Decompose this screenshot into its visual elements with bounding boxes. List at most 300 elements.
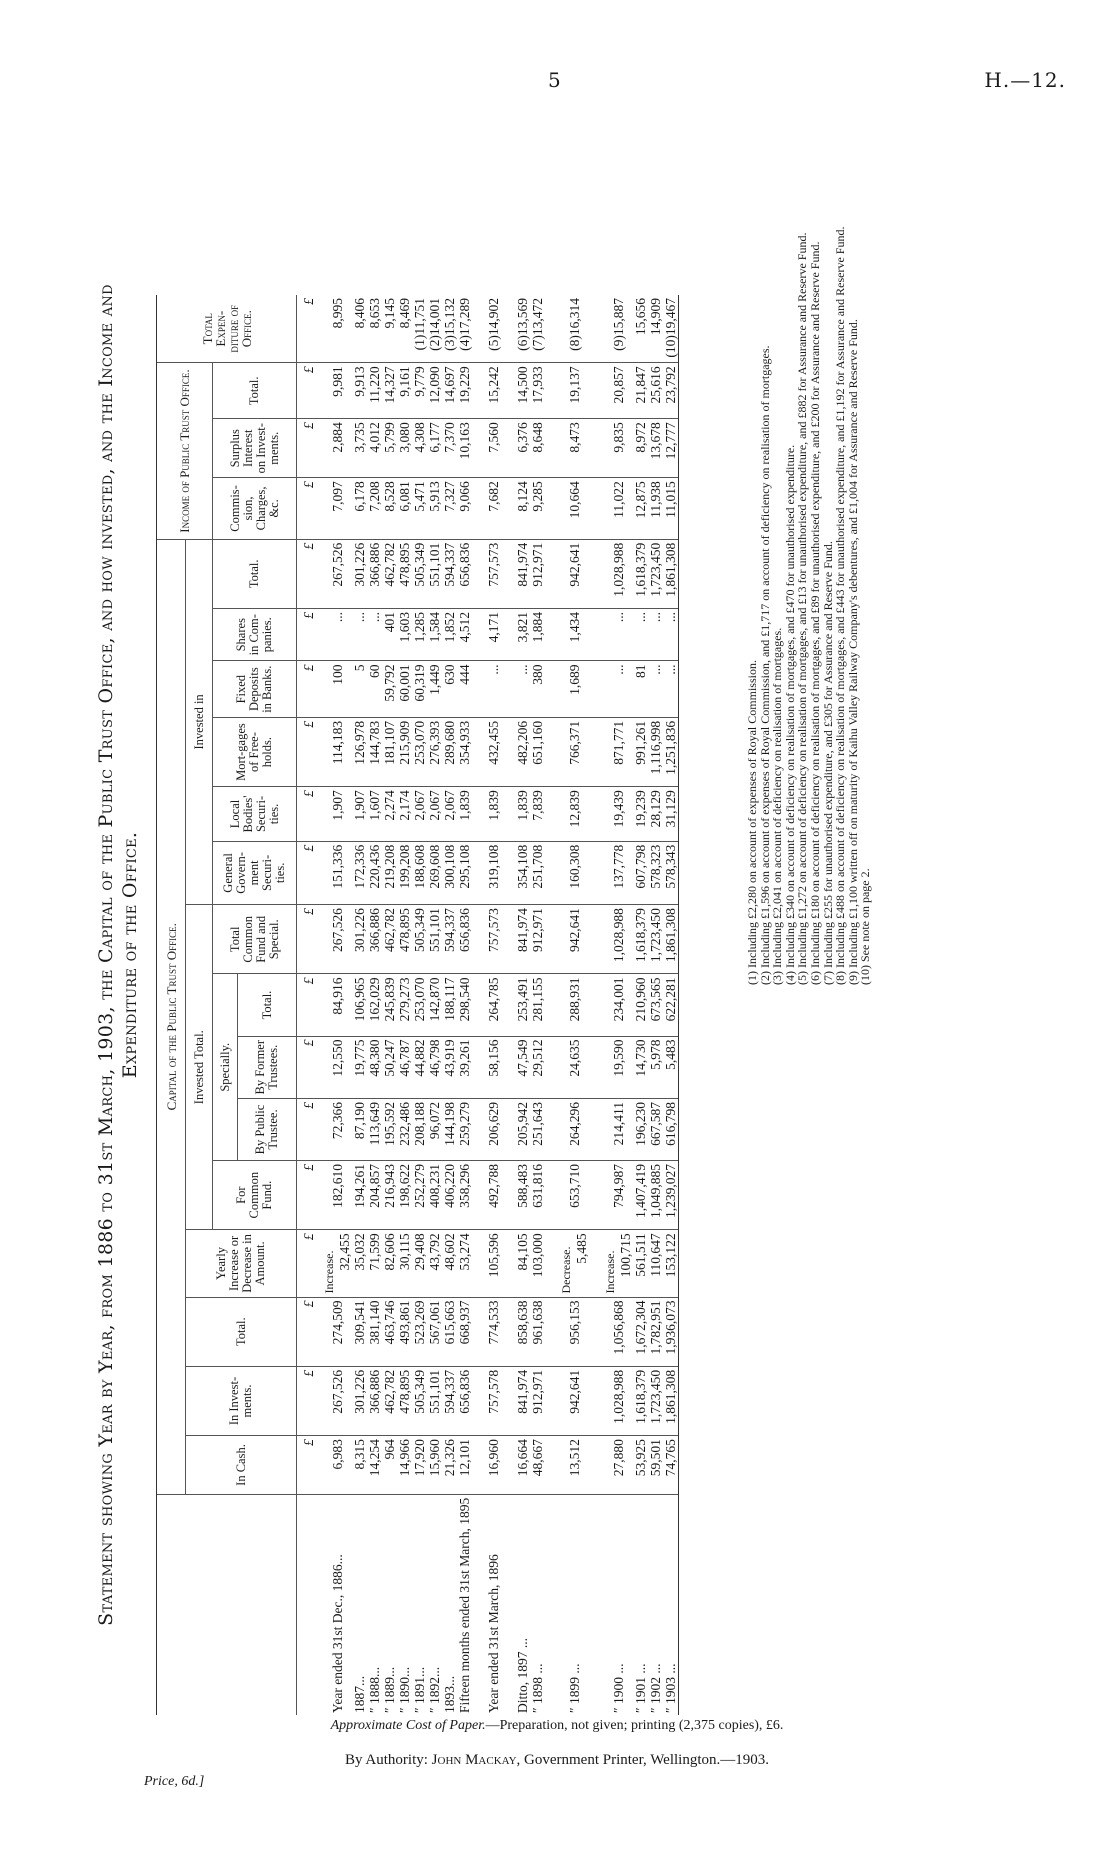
- change-value: 32,455: [337, 1233, 352, 1271]
- cell-common: 406,220: [442, 1161, 457, 1230]
- cell-govt: 269,608: [427, 841, 442, 904]
- cell-common: 588,483: [515, 1161, 530, 1230]
- cell-tcs: 505,349: [412, 905, 427, 974]
- cell-pt: 72,366: [322, 1098, 352, 1160]
- row-label: Year ended 31st March, 1896: [486, 1554, 501, 1713]
- cell-pt: 667,587: [648, 1098, 663, 1160]
- cell-ft: 5,978: [648, 1036, 663, 1098]
- cell-surplus: 5,799: [382, 419, 397, 478]
- local-bodies-header: Local Bodies' Securi-ties.: [213, 787, 297, 841]
- unit-cell: £: [297, 539, 323, 608]
- cell-shares: 4,512: [457, 609, 472, 661]
- cell-ft: 14,730: [633, 1036, 648, 1098]
- cell-ft: 58,156: [486, 1036, 501, 1098]
- cell-ft: 50,247: [382, 1036, 397, 1098]
- cell-mort: 181,107: [382, 717, 397, 786]
- footnote: (8) Including £488 on account of deficiency on realisation of mortgages, and £443 for unauthorised expenditure, and £1,192 for Assurance and Reserve Fund.: [833, 226, 848, 985]
- cell-ft: 19,775: [352, 1036, 367, 1098]
- cell-common: 194,261: [352, 1161, 367, 1230]
- cell-ft: 48,380: [367, 1036, 382, 1098]
- cell-mort: 114,183: [322, 717, 352, 786]
- authority-prefix: By Authority:: [344, 1752, 428, 1768]
- cell-inc_total: 9,779: [412, 363, 427, 419]
- document-reference: H.—12.: [984, 68, 1066, 92]
- cell-pt: 259,279: [457, 1098, 472, 1160]
- cell-local: 1,907: [322, 787, 352, 841]
- cell-total: 774,533: [486, 1297, 501, 1366]
- cell-exp: (10)19,467: [663, 295, 679, 363]
- cell-itotal: 366,886: [367, 539, 382, 608]
- cell-total: 309,541: [352, 1297, 367, 1366]
- cell-shares: ...: [367, 609, 382, 661]
- cell-cash: 964: [382, 1436, 397, 1495]
- table-row: [648, 295, 663, 1715]
- cell-govt: 295,108: [457, 841, 472, 904]
- surplus-interest-header: Surplus Interest on Invest-ments.: [213, 419, 297, 478]
- shares-header: Shares in Com-panies.: [213, 609, 297, 661]
- cell-shares: ...: [663, 609, 679, 661]
- cell-fixed: 1,449: [427, 661, 442, 717]
- cell-shares: 1,852: [442, 609, 457, 661]
- cell-local: 1,907: [352, 787, 367, 841]
- cell-ft: 43,919: [442, 1036, 457, 1098]
- table-row: [382, 295, 397, 1715]
- cell-itotal: 1,861,308: [663, 539, 679, 608]
- cell-sp_total: 188,117: [442, 974, 457, 1036]
- row-label: ″ 1899 ...: [566, 1663, 582, 1713]
- specially-total-header: Total.: [238, 974, 297, 1036]
- former-trustees-header: By Former Trustees.: [238, 1036, 297, 1098]
- row-label: ″ 1890...: [397, 1666, 412, 1713]
- cell-change: 29,408: [412, 1230, 427, 1297]
- change-note: Increase.: [322, 1250, 336, 1294]
- cell-comm: 9,285: [530, 478, 545, 540]
- cell-change: 82,606: [382, 1230, 397, 1297]
- cell-cash: 15,960: [427, 1436, 442, 1495]
- cell-itotal: 594,337: [442, 539, 457, 608]
- cell-cash: 16,664: [515, 1436, 530, 1495]
- row-label: ″ 1903 ...: [663, 1494, 679, 1715]
- cell-sp_total: 279,273: [397, 974, 412, 1036]
- row-label: ″ 1892...: [427, 1666, 442, 1713]
- cell-ft: 46,787: [397, 1036, 412, 1098]
- cell-inv: 912,971: [530, 1366, 545, 1435]
- cell-inc_total: 15,242: [486, 363, 501, 419]
- cell-change: 53,274: [457, 1230, 472, 1297]
- fixed-deposits-header: Fixed Deposits in Banks.: [213, 661, 297, 717]
- cell-fixed: 630: [442, 661, 457, 717]
- cell-surplus: 13,678: [648, 419, 663, 478]
- footnote: (9) Including £1,100 written off on maturity of Kaihu Valley Railway Company's debentures, and £1,004 for Assurance and Reserve Fund.: [845, 319, 860, 985]
- cell-shares: ...: [322, 609, 352, 661]
- cell-surplus: 8,972: [633, 419, 648, 478]
- cell-sp_total: 234,001: [603, 974, 633, 1036]
- unit-row: [297, 295, 323, 1715]
- cell-govt: 172,336: [352, 841, 367, 904]
- cell-local: 2,274: [382, 787, 397, 841]
- general-govt-header: General Govern-ment Securi-ties.: [213, 841, 297, 904]
- cell-surplus: 8,648: [530, 419, 545, 478]
- label-header: [157, 1494, 297, 1715]
- footnote: (6) Including £180 on account of deficiency on realisation of mortgages, and £89 for unauthorised expenditure, and £200 for Assurance and Reserve Fund.: [807, 241, 822, 985]
- cell-inv: 462,782: [382, 1366, 397, 1435]
- cell-ft: 46,798: [427, 1036, 442, 1098]
- cell-itotal: 1,618,379: [633, 539, 648, 608]
- invested-in-header: Invested in: [186, 539, 213, 904]
- cell-total: 668,937: [457, 1297, 472, 1366]
- cell-surplus: 4,012: [367, 419, 382, 478]
- cell-change: 84,105: [515, 1230, 530, 1297]
- cell-comm: 8,124: [515, 478, 530, 540]
- cell-comm: 9,066: [457, 478, 472, 540]
- unit-cell: £: [297, 841, 323, 904]
- cell-sp_total: 622,281: [663, 974, 679, 1036]
- cell-mort: 354,933: [457, 717, 472, 786]
- cell-govt: 319,108: [486, 841, 501, 904]
- cell-cash: 17,920: [412, 1436, 427, 1495]
- cell-cash: 27,880: [603, 1436, 633, 1495]
- footnote: (7) Including £255 for unauthorised expenditure, and £305 for Assurance and Reserve Fund.: [820, 541, 835, 985]
- cell-inv: 366,886: [367, 1366, 382, 1435]
- cell-exp: 9,145: [382, 295, 397, 363]
- table-row: [633, 295, 648, 1715]
- cell-govt: 354,108: [515, 841, 530, 904]
- unit-cell: £: [297, 1366, 323, 1435]
- spacer-row: [501, 295, 515, 1715]
- footnote: (5) Including £1,272 on account of deficiency on realisation of mortgages, and £13 for unauthorised expenditure, and £882 for Assurance and Reserve Fund.: [795, 232, 810, 985]
- cell-common: 631,816: [530, 1161, 545, 1230]
- cell-shares: 1,285: [412, 609, 427, 661]
- footnotes: [746, 227, 872, 985]
- cell-inv: 656,836: [457, 1366, 472, 1435]
- unit-cell: £: [297, 1161, 323, 1230]
- cell-fixed: 100: [322, 661, 352, 717]
- table-row: [457, 295, 472, 1715]
- cell-mort: 432,455: [486, 717, 501, 786]
- cell-inc_total: 25,616: [648, 363, 663, 419]
- cell-surplus: 7,560: [486, 419, 501, 478]
- cell-change: 43,792: [427, 1230, 442, 1297]
- table-row: [515, 295, 530, 1715]
- footnote: (2) Including £1,596 on account of expenses of Royal Commission, and £1,717 on account of deficiency on realisation of mortgages.: [757, 345, 772, 985]
- cell-exp: 8,995: [322, 295, 352, 363]
- cell-total: 493,861: [397, 1297, 412, 1366]
- cell-exp: (2)14,001: [427, 295, 442, 363]
- cell-itotal: 462,782: [382, 539, 397, 608]
- title-line1-rest: Capital of the Public Trust Office, and how invested, and the Income and: [95, 284, 117, 964]
- cell-inv: 1,028,988: [603, 1366, 633, 1435]
- common-fund-header: For Common Fund.: [213, 1161, 297, 1230]
- unit-cell: £: [297, 1098, 323, 1160]
- cell-total: 1,056,868: [603, 1297, 633, 1366]
- cell-tcs: 656,836: [457, 905, 472, 974]
- row-label: Year ended 31st Dec., 1886...: [329, 1554, 345, 1713]
- cell-fixed: 60,319: [412, 661, 427, 717]
- cell-change: 30,115: [397, 1230, 412, 1297]
- unit-cell: £: [297, 717, 323, 786]
- cell-comm: 8,528: [382, 478, 397, 540]
- yearly-change-header: Yearly Increase or Decrease in Amount.: [186, 1230, 297, 1297]
- unit-cell: £: [297, 1436, 323, 1495]
- capital-income-table: [156, 295, 679, 1715]
- cell-fixed: 60: [367, 661, 382, 717]
- cell-total: 523,269: [412, 1297, 427, 1366]
- cell-tcs: 301,226: [352, 905, 367, 974]
- cell-tcs: 462,782: [382, 905, 397, 974]
- cell-local: 1,839: [486, 787, 501, 841]
- cell-local: 1,839: [457, 787, 472, 841]
- cell-total: 1,782,951: [648, 1297, 663, 1366]
- cell-tcs: 366,886: [367, 905, 382, 974]
- unit-cell: £: [297, 478, 323, 540]
- cell-sp_total: 288,931: [559, 974, 589, 1036]
- cell-cash: 6,983: [322, 1436, 352, 1495]
- cell-tcs: 267,526: [322, 905, 352, 974]
- table-row: [442, 295, 457, 1715]
- cell-mort: 276,393: [427, 717, 442, 786]
- cell-exp: 8,653: [367, 295, 382, 363]
- row-label: ″ 1901 ...: [633, 1663, 648, 1713]
- cell-change: [322, 1230, 352, 1297]
- cell-pt: 214,411: [603, 1098, 633, 1160]
- cell-ft: 19,590: [603, 1036, 633, 1098]
- table-row: [559, 295, 589, 1715]
- cell-shares: 1,603: [397, 609, 412, 661]
- cell-pt: 205,942: [515, 1098, 530, 1160]
- cell-change: 153,122: [663, 1230, 679, 1297]
- cell-govt: 578,323: [648, 841, 663, 904]
- cell-ft: 39,261: [457, 1036, 472, 1098]
- cell-mort: 482,206: [515, 717, 530, 786]
- cell-fixed: 59,792: [382, 661, 397, 717]
- cell-exp: (9)15,887: [603, 295, 633, 363]
- cell-surplus: 6,177: [427, 419, 442, 478]
- cell-common: 204,857: [367, 1161, 382, 1230]
- cell-inv: 551,101: [427, 1366, 442, 1435]
- printer-name: John Mackay,: [431, 1752, 521, 1768]
- cell-exp: (4)17,289: [457, 295, 472, 363]
- cell-total: 961,638: [530, 1297, 545, 1366]
- cell-inv: 594,337: [442, 1366, 457, 1435]
- cell-local: 2,067: [412, 787, 427, 841]
- cell-change: 35,032: [352, 1230, 367, 1297]
- cell-fixed: 5: [352, 661, 367, 717]
- cell-change: 105,596: [486, 1230, 501, 1297]
- cell-inv: 505,349: [412, 1366, 427, 1435]
- cell-sp_total: 673,565: [648, 974, 663, 1036]
- cell-comm: 6,178: [352, 478, 367, 540]
- cell-surplus: 3,080: [397, 419, 412, 478]
- cell-tcs: 1,028,988: [603, 905, 633, 974]
- cell-tcs: 841,974: [515, 905, 530, 974]
- change-note: Increase.: [603, 1250, 617, 1294]
- cell-govt: 251,708: [530, 841, 545, 904]
- commission-header: Commis-sion, Charges, &c.: [213, 478, 297, 540]
- cell-cash: 8,315: [352, 1436, 367, 1495]
- table-row: [603, 295, 633, 1715]
- title-line1-prefix: Statement showing Year by Year, from 1886 to 31st March, 1903, the: [95, 969, 117, 1626]
- cell-surplus: 4,308: [412, 419, 427, 478]
- cell-fixed: ...: [515, 661, 530, 717]
- change-value: 5,485: [574, 1233, 589, 1264]
- cell-pt: 264,296: [559, 1098, 589, 1160]
- cell-local: 2,067: [442, 787, 457, 841]
- total-header: Total.: [186, 1297, 297, 1366]
- approximate-cost: [0, 1718, 1114, 1734]
- cell-comm: 11,015: [663, 478, 679, 540]
- capital-group-header: Capital of the Public Trust Office.: [157, 539, 186, 1494]
- cell-inc_total: 19,137: [559, 363, 589, 419]
- spacer-row: [472, 295, 486, 1715]
- table-row: [530, 295, 545, 1715]
- cell-itotal: 841,974: [515, 539, 530, 608]
- cell-fixed: 1,689: [559, 661, 589, 717]
- cell-common: 252,279: [412, 1161, 427, 1230]
- cell-fixed: 444: [457, 661, 472, 717]
- row-label: ″ 1900 ...: [610, 1663, 626, 1713]
- unit-cell: £: [297, 419, 323, 478]
- table-row: [352, 295, 367, 1715]
- income-total-header: Total.: [213, 363, 297, 419]
- cell-change: [559, 1230, 589, 1297]
- cell-itotal: 757,573: [486, 539, 501, 608]
- cell-itotal: 301,226: [352, 539, 367, 608]
- row-label: ″ 1888...: [367, 1666, 382, 1713]
- cell-exp: (8)16,314: [559, 295, 589, 363]
- cell-local: 1,839: [515, 787, 530, 841]
- cell-sp_total: 298,540: [457, 974, 472, 1036]
- cell-mort: 215,909: [397, 717, 412, 786]
- row-label: ″ 1891...: [412, 1666, 427, 1713]
- cell-govt: 137,778: [603, 841, 633, 904]
- change-note: Decrease.: [559, 1246, 573, 1294]
- cell-exp: 8,406: [352, 295, 367, 363]
- cell-shares: ...: [603, 609, 633, 661]
- cell-inc_total: 21,847: [633, 363, 648, 419]
- cell-exp: (7)13,472: [530, 295, 545, 363]
- row-label: ″ 1902 ...: [648, 1663, 663, 1713]
- cell-pt: 96,072: [427, 1098, 442, 1160]
- cell-govt: 220,436: [367, 841, 382, 904]
- unit-cell: £: [297, 1297, 323, 1366]
- cell-itotal: 912,971: [530, 539, 545, 608]
- cell-surplus: 12,777: [663, 419, 679, 478]
- cell-local: 19,439: [603, 787, 633, 841]
- cell-cash: 48,667: [530, 1436, 545, 1495]
- cell-sp_total: 264,785: [486, 974, 501, 1036]
- cell-local: 12,839: [559, 787, 589, 841]
- cell-tcs: 942,641: [559, 905, 589, 974]
- cell-sp_total: 142,870: [427, 974, 442, 1036]
- cell-total: 615,663: [442, 1297, 457, 1366]
- cell-surplus: 3,735: [352, 419, 367, 478]
- cell-common: 198,622: [397, 1161, 412, 1230]
- table-row: [427, 295, 442, 1715]
- cell-comm: 11,022: [603, 478, 633, 540]
- cell-cash: 21,326: [442, 1436, 457, 1495]
- invested-total-col-header: Total.: [213, 539, 297, 608]
- cell-change: [603, 1230, 633, 1297]
- cell-itotal: 942,641: [559, 539, 589, 608]
- cell-pt: 616,798: [663, 1098, 679, 1160]
- cell-common: 794,987: [603, 1161, 633, 1230]
- authority-line: [0, 1752, 1114, 1769]
- cell-cash: 74,765: [663, 1436, 679, 1495]
- cell-tcs: 757,573: [486, 905, 501, 974]
- cell-itotal: 656,836: [457, 539, 472, 608]
- cell-common: 216,943: [382, 1161, 397, 1230]
- cell-tcs: 912,971: [530, 905, 545, 974]
- cell-mort: 651,160: [530, 717, 545, 786]
- invested-total-header: Invested Total.: [186, 905, 213, 1230]
- cell-common: 408,231: [427, 1161, 442, 1230]
- statement-title: [94, 195, 142, 1715]
- unit-cell: £: [297, 295, 323, 363]
- cell-local: 19,239: [633, 787, 648, 841]
- cell-local: 1,607: [367, 787, 382, 841]
- cell-inv: 267,526: [322, 1366, 352, 1435]
- unit-cell: £: [297, 661, 323, 717]
- cell-govt: 219,208: [382, 841, 397, 904]
- table-row: [663, 295, 679, 1715]
- cell-shares: 1,584: [427, 609, 442, 661]
- cell-shares: 401: [382, 609, 397, 661]
- cell-inc_total: 17,933: [530, 363, 545, 419]
- cell-common: 1,049,885: [648, 1161, 663, 1230]
- table-row: [412, 295, 427, 1715]
- cell-comm: 7,097: [322, 478, 352, 540]
- cell-govt: 188,608: [412, 841, 427, 904]
- cell-ft: 29,512: [530, 1036, 545, 1098]
- cell-exp: (6)13,569: [515, 295, 530, 363]
- cell-exp: (3)15,132: [442, 295, 457, 363]
- cell-pt: 208,188: [412, 1098, 427, 1160]
- cell-inc_total: 12,090: [427, 363, 442, 419]
- cell-govt: 607,798: [633, 841, 648, 904]
- footnote: (3) Including £2,041 on account of deficiency on realisation of mortgages.: [770, 627, 785, 985]
- row-label: 1893...: [442, 1675, 457, 1713]
- cell-inc_total: 9,913: [352, 363, 367, 419]
- cell-inv: 478,895: [397, 1366, 412, 1435]
- cell-mort: 766,371: [559, 717, 589, 786]
- cell-exp: 8,469: [397, 295, 412, 363]
- cell-inc_total: 9,161: [397, 363, 412, 419]
- cost-text: —Preparation, not given; printing (2,375 copies), £6.: [485, 1718, 784, 1733]
- cell-govt: 300,108: [442, 841, 457, 904]
- cell-ft: 5,483: [663, 1036, 679, 1098]
- cell-change: 71,599: [367, 1230, 382, 1297]
- cell-tcs: 478,895: [397, 905, 412, 974]
- cell-govt: 199,208: [397, 841, 412, 904]
- cell-itotal: 1,028,988: [603, 539, 633, 608]
- cell-pt: 251,643: [530, 1098, 545, 1160]
- cell-tcs: 594,337: [442, 905, 457, 974]
- rotated-statement: [94, 195, 1054, 1715]
- cell-cash: 59,501: [648, 1436, 663, 1495]
- cell-inc_total: 20,857: [603, 363, 633, 419]
- cell-tcs: 551,101: [427, 905, 442, 974]
- cell-itotal: 1,723,450: [648, 539, 663, 608]
- cell-mort: 1,116,998: [648, 717, 663, 786]
- spacer-row: [589, 295, 603, 1715]
- cell-cash: 53,925: [633, 1436, 648, 1495]
- cell-inc_total: 9,981: [322, 363, 352, 419]
- cell-inv: 757,578: [486, 1366, 501, 1435]
- cell-local: 2,067: [427, 787, 442, 841]
- change-value: 100,715: [618, 1233, 633, 1278]
- cell-itotal: 551,101: [427, 539, 442, 608]
- unit-cell: £: [297, 1036, 323, 1098]
